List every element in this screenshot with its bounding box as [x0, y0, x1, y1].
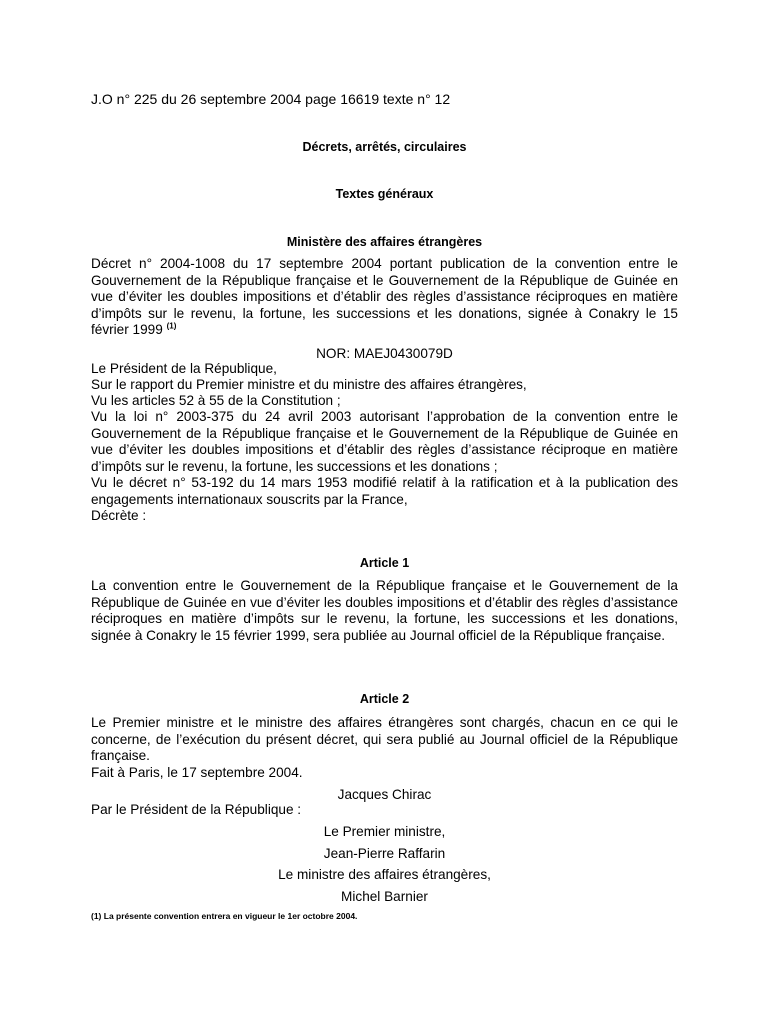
footnote: (1) La présente convention entrera en vigueur le 1er octobre 2004. — [91, 911, 358, 921]
signature-ministre-ae-title: Le ministre des affaires étrangères, — [278, 867, 491, 882]
signature-premier-ministre-title: Le Premier ministre, — [323, 824, 446, 839]
signature-premier-ministre-name: Jean-Pierre Raffarin — [323, 846, 446, 861]
article-2-title: Article 2 — [359, 692, 410, 706]
heading-ministere: Ministère des affaires étrangères — [286, 235, 483, 249]
article-1-title: Article 1 — [359, 556, 410, 570]
decree-title-text: Décret n° 2004-1008 du 17 septembre 2004 portant publication de la convention entre le Gouvernement de la République française et le Gouvernement de la République de Guinée en vue d’éviter les doubles impositions et d’établir des règles d’assistance réciproques en matière d’impôts sur le revenu, la fortune, les successions et les donations, signée à Conakry le 15 février 1999 — [91, 256, 678, 337]
preamble-president: Le Président de la République, — [91, 361, 277, 376]
heading-textes-generaux: Textes généraux — [335, 187, 434, 201]
preamble-constitution: Vu les articles 52 à 55 de la Constitution ; — [91, 393, 341, 408]
signature-chirac: Jacques Chirac — [337, 787, 432, 802]
preamble-loi: Vu la loi n° 2003-375 du 24 avril 2003 autorisant l’approbation de la convention entre le Gouvernement de la République française et le Gouvernement de la République de Guinée en vue d’éviter les doubles impositions et d’établir des règles d’assistance réciproque en matière d’impôts sur le revenu, la fortune, les successions et les donations ; — [91, 409, 678, 474]
signature-ministre-ae-name: Michel Barnier — [341, 889, 428, 904]
article-1-text: La convention entre le Gouvernement de la République française et le Gouvernement de la République de Guinée en vue d’éviter les doubles impositions et d’établir des règles d’assistance réciproques en matière d’impôts sur le revenu, la fortune, les successions et les donations, signée à Conakry le 15 février 1999, sera publiée au Journal officiel de la République française. — [91, 578, 678, 643]
preamble-decret: Vu le décret n° 53-192 du 14 mars 1953 modifié relatif à la ratification et à la publication des engagements internationaux souscrits par la France, — [91, 475, 678, 507]
preamble-rapport: Sur le rapport du Premier ministre et du ministre des affaires étrangères, — [91, 377, 527, 392]
signature-par-president: Par le Président de la République : — [91, 802, 302, 817]
journal-officiel-reference: J.O n° 225 du 26 septembre 2004 page 16619 texte n° 12 — [91, 91, 451, 107]
heading-decrets: Décrets, arrêtés, circulaires — [302, 140, 467, 154]
nor-reference: NOR: MAEJ0430079D — [316, 346, 453, 361]
signature-place-date: Fait à Paris, le 17 septembre 2004. — [91, 765, 303, 780]
preamble-decrete: Décrète : — [91, 508, 147, 523]
document-page — [91, 0, 678, 1024]
article-2-text: Le Premier ministre et le ministre des affaires étrangères sont chargés, chacun en ce qui le concerne, de l’exécution du présent décret, qui sera publié au Journal officiel de la République française. — [91, 715, 678, 763]
footnote-reference: (1) — [166, 321, 177, 331]
decree-title — [91, 256, 678, 339]
